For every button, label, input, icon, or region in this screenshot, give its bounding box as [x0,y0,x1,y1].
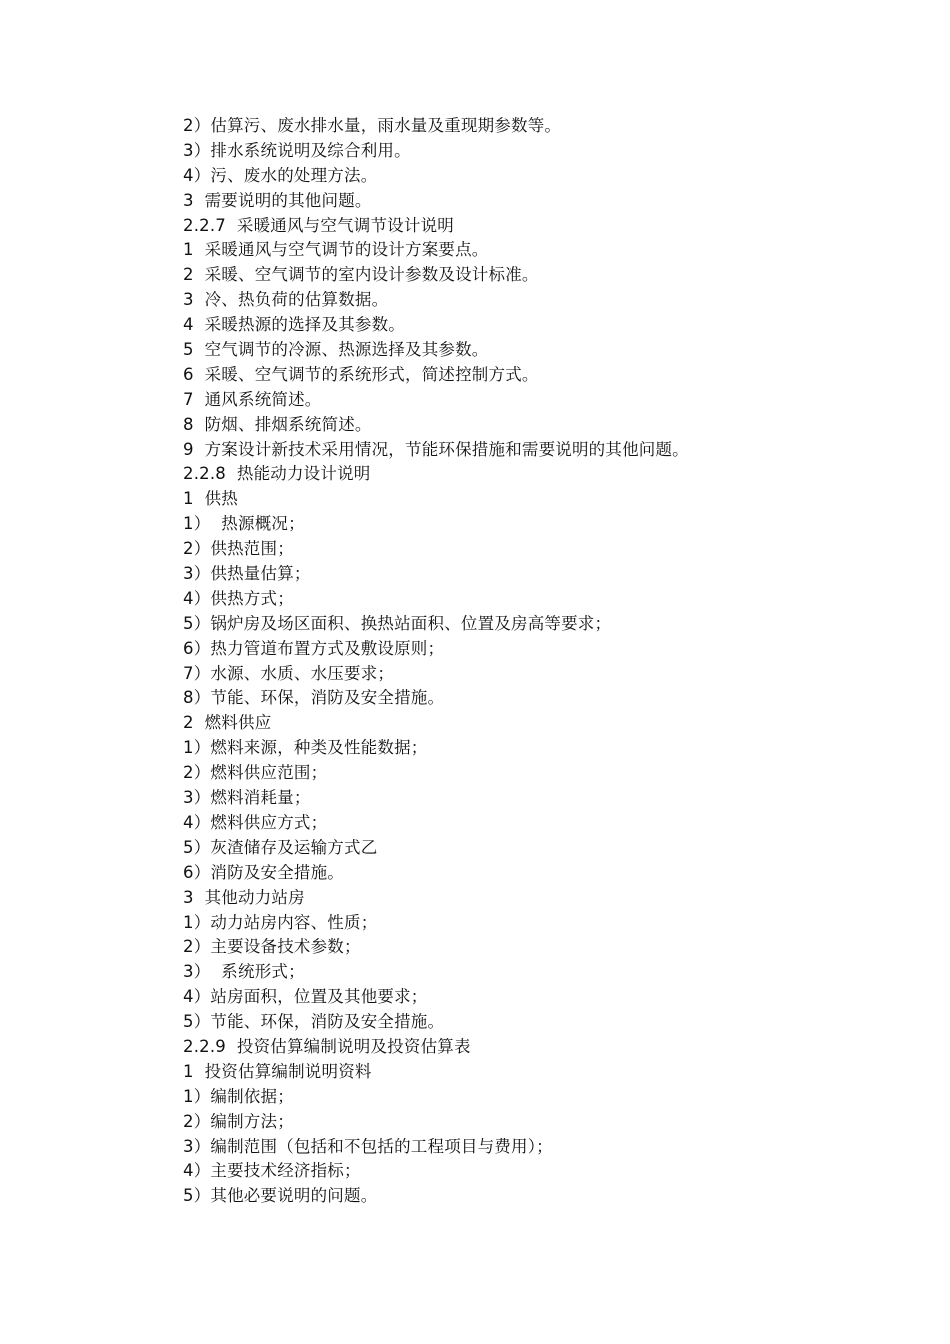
text-line: 5 空气调节的冷源、热源选择及其参数。 [183,340,489,360]
text-line: 1 投资估算编制说明资料 [183,1061,372,1081]
text-line: 2）燃料供应范围； [183,763,328,783]
text-line: 1） 热源概况； [183,514,305,534]
text-line: 1）编制依据； [183,1086,294,1106]
text-line: 6）消防及安全措施。 [183,862,344,882]
text-line: 2 燃料供应 [183,713,272,733]
text-line: 2）主要设备技术参数； [183,937,361,957]
text-line: 3 冷、热负荷的估算数据。 [183,290,389,310]
text-line: 1）动力站房内容、性质； [183,912,378,932]
text-line: 3 其他动力站房 [183,887,305,907]
text-line: 4）供热方式； [183,588,294,608]
text-line: 7）水源、水质、水压要求； [183,663,395,683]
text-line: 3） 系统形式； [183,962,305,982]
text-line: 5）节能、环保，消防及安全措施。 [183,1012,445,1032]
text-line: 4）燃料供应方式； [183,812,328,832]
text-line: 8）节能、环保，消防及安全措施。 [183,688,445,708]
text-line: 5）其他必要说明的问题。 [183,1186,378,1206]
text-line: 3）编制范围（包括和不包括的工程项目与费用）； [183,1136,553,1156]
text-line: 8 防烟、排烟系统简述。 [183,414,372,434]
text-line: 9 方案设计新技术采用情况，节能环保措施和需要说明的其他问题。 [183,439,689,459]
text-line: 1）燃料来源，种类及性能数据； [183,738,428,758]
text-line: 3）燃料消耗量； [183,788,311,808]
section-heading: 2.2.9 投资估算编制说明及投资估算表 [183,1036,471,1056]
text-line: 5）灰渣储存及运输方式乙 [183,837,378,857]
text-line: 3 需要说明的其他问题。 [183,190,372,210]
text-line: 4）主要技术经济指标； [183,1161,361,1181]
text-line: 3）供热量估算； [183,564,311,584]
text-line: 6 采暖、空气调节的系统形式，简述控制方式。 [183,364,539,384]
text-line: 5）锅炉房及场区面积、换热站面积、位置及房高等要求； [183,613,612,633]
text-line: 6）热力管道布置方式及敷设原则； [183,638,445,658]
document-body [183,114,883,1209]
section-heading: 2.2.8 热能动力设计说明 [183,464,371,484]
text-line: 2）编制方法； [183,1111,294,1131]
section-heading: 2.2.7 采暖通风与空气调节设计说明 [183,215,454,235]
text-line: 2 采暖、空气调节的室内设计参数及设计标准。 [183,265,539,285]
text-line: 7 通风系统简述。 [183,389,322,409]
text-line: 2）估算污、废水排水量，雨水量及重现期参数等。 [183,116,562,135]
text-line: 2）供热范围； [183,539,294,559]
text-line: 1 供热 [183,489,238,509]
text-line: 4）站房面积，位置及其他要求； [183,987,428,1007]
text-line: 4）污、废水的处理方法。 [183,165,378,185]
text-line: 3）排水系统说明及综合利用。 [183,140,411,160]
text-line: 4 采暖热源的选择及其参数。 [183,315,405,335]
text-line: 1 采暖通风与空气调节的设计方案要点。 [183,240,489,260]
